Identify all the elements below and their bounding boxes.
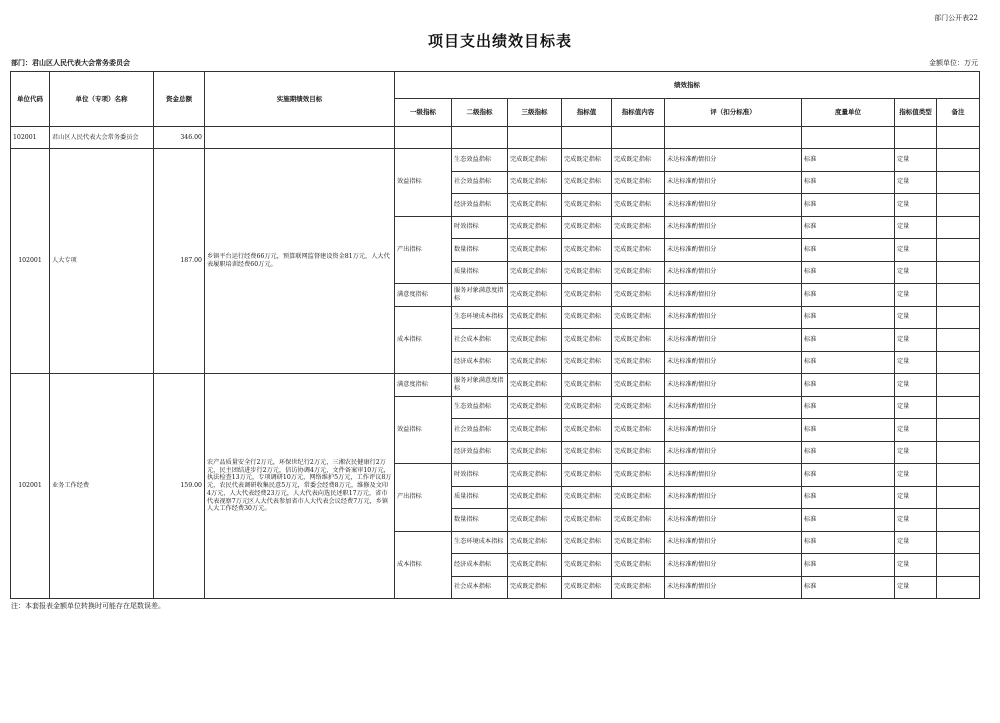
indicator-value: 完成既定指标 — [562, 509, 612, 532]
indicator-value-content: 完成既定指标 — [612, 261, 665, 284]
scoring-standard: 未达标准酌情扣分 — [665, 329, 802, 352]
scoring-standard: 未达标准酌情扣分 — [665, 396, 802, 419]
project-goal: 农产品质量安全行2万元，环保世纪行2万元，三湘农民健康行2万元，民主团结进步行2万元，信访协调4万元，文件备案审10万元，执法检查13万元，专项调研10万元，网络维护5万元，工作评议8万元，农民代表调研收集民意5万元，常委会经费8万元，维修及文印4万元，人大代表经费23万元，人大代表向选民述职17万元，省市代表视察7万元区人大代表参加省市人大代表会议经费7万元，乡镇人大工作经费30万元。 — [205, 374, 395, 599]
level2-indicator: 生态效益指标 — [452, 149, 508, 172]
indicator-value: 完成既定指标 — [562, 239, 612, 262]
measure-unit: 标准 — [802, 441, 895, 464]
value-type: 定量 — [895, 216, 937, 239]
scoring-standard: 未达标准酌情扣分 — [665, 464, 802, 487]
level2-indicator: 经济成本指标 — [452, 351, 508, 374]
measure-unit: 标准 — [802, 509, 895, 532]
level3-indicator: 完成既定指标 — [508, 216, 562, 239]
header-measure-unit: 度量单位 — [802, 99, 895, 127]
header-remarks: 备注 — [937, 99, 980, 127]
value-type: 定量 — [895, 509, 937, 532]
indicator-value: 完成既定指标 — [562, 329, 612, 352]
scoring-standard: 未达标准酌情扣分 — [665, 351, 802, 374]
indicator-value: 完成既定指标 — [562, 194, 612, 217]
indicator-value-content: 完成既定指标 — [612, 419, 665, 442]
value-type: 定量 — [895, 554, 937, 577]
header-value-content: 指标值内容 — [612, 99, 665, 127]
scoring-standard: 未达标准酌情扣分 — [665, 306, 802, 329]
indicator-value: 完成既定指标 — [562, 216, 612, 239]
value-type: 定量 — [895, 441, 937, 464]
value-type: 定量 — [895, 576, 937, 599]
indicator-value-content: 完成既定指标 — [612, 194, 665, 217]
level2-indicator: 经济成本指标 — [452, 554, 508, 577]
remarks-cell — [937, 284, 980, 307]
indicator-value: 完成既定指标 — [562, 374, 612, 397]
indicator-value-content: 完成既定指标 — [612, 486, 665, 509]
scoring-standard: 未达标准酌情扣分 — [665, 171, 802, 194]
remarks-cell — [937, 306, 980, 329]
value-type: 定量 — [895, 284, 937, 307]
level1-indicator: 成本指标 — [395, 306, 452, 374]
value-type: 定量 — [895, 396, 937, 419]
level2-indicator: 数量指标 — [452, 239, 508, 262]
indicator-value-content: 完成既定指标 — [612, 576, 665, 599]
scoring-standard: 未达标准酌情扣分 — [665, 419, 802, 442]
indicator-value: 完成既定指标 — [562, 171, 612, 194]
indicator-value: 完成既定指标 — [562, 149, 612, 172]
level3-indicator: 完成既定指标 — [508, 531, 562, 554]
remarks-cell — [937, 149, 980, 172]
scoring-standard: 未达标准酌情扣分 — [665, 486, 802, 509]
measure-unit: 标准 — [802, 419, 895, 442]
project-name: 人大专项 — [50, 149, 154, 374]
measure-unit: 标准 — [802, 554, 895, 577]
scoring-standard: 未达标准酌情扣分 — [665, 239, 802, 262]
remarks-cell — [937, 171, 980, 194]
level3-indicator: 完成既定指标 — [508, 239, 562, 262]
indicator-value-content: 完成既定指标 — [612, 464, 665, 487]
level2-indicator: 生态环境成本指标 — [452, 531, 508, 554]
indicator-value: 完成既定指标 — [562, 486, 612, 509]
department-label: 部门：君山区人民代表大会常务委员会 — [11, 58, 130, 67]
remarks-cell — [937, 464, 980, 487]
remarks-cell — [937, 374, 980, 397]
level2-indicator: 质量指标 — [452, 261, 508, 284]
value-type: 定量 — [895, 486, 937, 509]
scoring-standard: 未达标准酌情扣分 — [665, 576, 802, 599]
remarks-cell — [937, 216, 980, 239]
remarks-cell — [937, 194, 980, 217]
header-goal: 实施期绩效目标 — [205, 72, 395, 127]
level3-indicator: 完成既定指标 — [508, 374, 562, 397]
scoring-standard: 未达标准酌情扣分 — [665, 149, 802, 172]
measure-unit: 标准 — [802, 306, 895, 329]
scoring-standard: 未达标准酌情扣分 — [665, 216, 802, 239]
indicator-value: 完成既定指标 — [562, 396, 612, 419]
level3-indicator: 完成既定指标 — [508, 261, 562, 284]
measure-unit: 标准 — [802, 486, 895, 509]
indicator-row — [11, 374, 980, 397]
remarks-cell — [937, 486, 980, 509]
remarks-cell — [937, 531, 980, 554]
level2-indicator: 社会效益指标 — [452, 171, 508, 194]
level1-indicator: 效益指标 — [395, 396, 452, 464]
indicator-value: 完成既定指标 — [562, 261, 612, 284]
level2-indicator: 经济效益指标 — [452, 441, 508, 464]
indicator-value: 完成既定指标 — [562, 306, 612, 329]
indicator-value: 完成既定指标 — [562, 576, 612, 599]
header-unit-name: 单位（专项）名称 — [50, 72, 154, 127]
indicator-value-content: 完成既定指标 — [612, 171, 665, 194]
indicator-value-content: 完成既定指标 — [612, 239, 665, 262]
indicator-row — [11, 149, 980, 172]
indicator-value-content: 完成既定指标 — [612, 216, 665, 239]
header-unit-code: 单位代码 — [11, 72, 50, 127]
remarks-cell — [937, 239, 980, 262]
remarks-cell — [937, 329, 980, 352]
level2-indicator: 服务对象满意度指标 — [452, 284, 508, 307]
header-level2: 二级指标 — [452, 99, 508, 127]
header-indicators: 绩效指标 — [395, 72, 980, 99]
level3-indicator: 完成既定指标 — [508, 329, 562, 352]
level3-indicator: 完成既定指标 — [508, 441, 562, 464]
value-type: 定量 — [895, 329, 937, 352]
level3-indicator: 完成既定指标 — [508, 419, 562, 442]
level1-indicator: 满意度指标 — [395, 374, 452, 397]
header-total-funds: 资金总额 — [154, 72, 205, 127]
value-type: 定量 — [895, 464, 937, 487]
remarks-cell — [937, 396, 980, 419]
scoring-standard: 未达标准酌情扣分 — [665, 194, 802, 217]
level2-indicator: 生态效益指标 — [452, 396, 508, 419]
measure-unit: 标准 — [802, 464, 895, 487]
value-type: 定量 — [895, 374, 937, 397]
measure-unit: 标准 — [802, 374, 895, 397]
measure-unit: 标准 — [802, 531, 895, 554]
amount-unit-label: 金额单位：万元 — [929, 59, 978, 67]
value-type: 定量 — [895, 351, 937, 374]
level3-indicator: 完成既定指标 — [508, 509, 562, 532]
measure-unit: 标准 — [802, 149, 895, 172]
indicator-value-content: 完成既定指标 — [612, 284, 665, 307]
measure-unit: 标准 — [802, 329, 895, 352]
level3-indicator: 完成既定指标 — [508, 396, 562, 419]
scoring-standard: 未达标准酌情扣分 — [665, 261, 802, 284]
value-type: 定量 — [895, 306, 937, 329]
indicator-value-content: 完成既定指标 — [612, 149, 665, 172]
indicator-value: 完成既定指标 — [562, 554, 612, 577]
summary-amount: 346.00 — [154, 127, 205, 149]
summary-code: 102001 — [11, 127, 50, 149]
level3-indicator: 完成既定指标 — [508, 306, 562, 329]
value-type: 定量 — [895, 419, 937, 442]
indicator-value-content: 完成既定指标 — [612, 306, 665, 329]
remarks-cell — [937, 509, 980, 532]
scoring-standard: 未达标准酌情扣分 — [665, 441, 802, 464]
indicator-value: 完成既定指标 — [562, 419, 612, 442]
level1-indicator: 成本指标 — [395, 531, 452, 599]
level2-indicator: 服务对象满意度指标 — [452, 374, 508, 397]
level2-indicator: 时效指标 — [452, 216, 508, 239]
header-value-type: 指标值类型 — [895, 99, 937, 127]
indicator-value: 完成既定指标 — [562, 531, 612, 554]
value-type: 定量 — [895, 531, 937, 554]
level2-indicator: 数量指标 — [452, 509, 508, 532]
level3-indicator: 完成既定指标 — [508, 464, 562, 487]
page-title: 项目支出绩效目标表 — [427, 32, 572, 50]
summary-row — [11, 127, 980, 149]
header-level1: 一级指标 — [395, 99, 452, 127]
value-type: 定量 — [895, 149, 937, 172]
measure-unit: 标准 — [802, 216, 895, 239]
level3-indicator: 完成既定指标 — [508, 284, 562, 307]
value-type: 定量 — [895, 261, 937, 284]
measure-unit: 标准 — [802, 171, 895, 194]
remarks-cell — [937, 351, 980, 374]
project-amount: 187.00 — [154, 149, 205, 374]
level1-indicator: 产出指标 — [395, 464, 452, 532]
level3-indicator: 完成既定指标 — [508, 554, 562, 577]
performance-table — [10, 71, 980, 599]
remarks-cell — [937, 576, 980, 599]
level3-indicator: 完成既定指标 — [508, 351, 562, 374]
level2-indicator: 社会成本指标 — [452, 576, 508, 599]
project-goal: 乡镇平台运行经费66万元，预算联网监督建设资金81万元，人大代表履职培训经费60万元。 — [205, 149, 395, 374]
header-scoring: 评（扣分标准） — [665, 99, 802, 127]
summary-name: 君山区人民代表大会常务委员会 — [50, 127, 154, 149]
level2-indicator: 质量指标 — [452, 486, 508, 509]
header-level3: 三级指标 — [508, 99, 562, 127]
measure-unit: 标准 — [802, 284, 895, 307]
remarks-cell — [937, 261, 980, 284]
indicator-value-content: 完成既定指标 — [612, 374, 665, 397]
measure-unit: 标准 — [802, 396, 895, 419]
indicator-value: 完成既定指标 — [562, 284, 612, 307]
level1-indicator: 效益指标 — [395, 149, 452, 217]
project-code: 102001 — [11, 149, 50, 374]
indicator-value-content: 完成既定指标 — [612, 351, 665, 374]
level3-indicator: 完成既定指标 — [508, 149, 562, 172]
indicator-value-content: 完成既定指标 — [612, 396, 665, 419]
scoring-standard: 未达标准酌情扣分 — [665, 509, 802, 532]
scoring-standard: 未达标准酌情扣分 — [665, 374, 802, 397]
measure-unit: 标准 — [802, 194, 895, 217]
level1-indicator: 产出指标 — [395, 216, 452, 284]
scoring-standard: 未达标准酌情扣分 — [665, 531, 802, 554]
level1-indicator: 满意度指标 — [395, 284, 452, 307]
level3-indicator: 完成既定指标 — [508, 576, 562, 599]
level2-indicator: 社会效益指标 — [452, 419, 508, 442]
remarks-cell — [937, 441, 980, 464]
header-value: 指标值 — [562, 99, 612, 127]
indicator-value-content: 完成既定指标 — [612, 329, 665, 352]
value-type: 定量 — [895, 171, 937, 194]
level3-indicator: 完成既定指标 — [508, 194, 562, 217]
indicator-value: 完成既定指标 — [562, 441, 612, 464]
level2-indicator: 生态环境成本指标 — [452, 306, 508, 329]
level2-indicator: 社会成本指标 — [452, 329, 508, 352]
level2-indicator: 经济效益指标 — [452, 194, 508, 217]
indicator-value: 完成既定指标 — [562, 351, 612, 374]
indicator-value-content: 完成既定指标 — [612, 554, 665, 577]
footnote: 注：本套报表金额单位转换时可能存在尾数误差。 — [11, 602, 165, 610]
level3-indicator: 完成既定指标 — [508, 171, 562, 194]
scoring-standard: 未达标准酌情扣分 — [665, 284, 802, 307]
value-type: 定量 — [895, 194, 937, 217]
measure-unit: 标准 — [802, 239, 895, 262]
project-code: 102001 — [11, 374, 50, 599]
indicator-value-content: 完成既定指标 — [612, 531, 665, 554]
level3-indicator: 完成既定指标 — [508, 486, 562, 509]
level2-indicator: 时效指标 — [452, 464, 508, 487]
indicator-value: 完成既定指标 — [562, 464, 612, 487]
measure-unit: 标准 — [802, 576, 895, 599]
measure-unit: 标准 — [802, 351, 895, 374]
indicator-value-content: 完成既定指标 — [612, 509, 665, 532]
page-corner-label: 部门公开表22 — [934, 14, 978, 22]
indicator-value-content: 完成既定指标 — [612, 441, 665, 464]
measure-unit: 标准 — [802, 261, 895, 284]
project-name: 业务工作经费 — [50, 374, 154, 599]
scoring-standard: 未达标准酌情扣分 — [665, 554, 802, 577]
value-type: 定量 — [895, 239, 937, 262]
remarks-cell — [937, 419, 980, 442]
project-amount: 159.00 — [154, 374, 205, 599]
remarks-cell — [937, 554, 980, 577]
